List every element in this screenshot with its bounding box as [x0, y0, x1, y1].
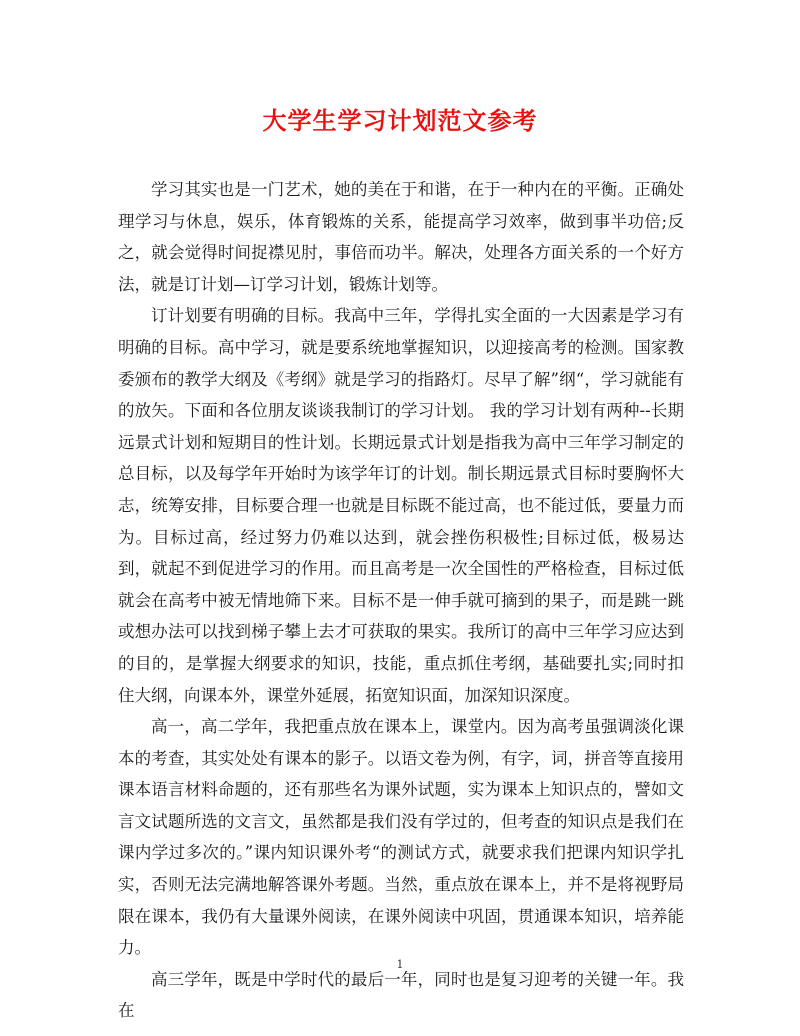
paragraph-1: 学习其实也是一门艺术，她的美在于和谐，在于一种内在的平衡。正确处理学习与休息，娱乐，体育锻炼的关系，能提高学习效率，做到事半功倍;反之，就会觉得时间捉襟见肘，事倍而功半。解决，处理各方面关系的一个好方法，就是订计划—订学习计划，锻炼计划等。	[118, 180, 684, 294]
page-number: 1	[396, 958, 404, 971]
document-title: 大学生学习计划范文参考	[262, 106, 538, 135]
paragraph-3: 高一，高二学年，我把重点放在课本上，课堂内。因为高考虽强调淡化课本的考查，其实处处有课本的影子。以语文卷为例，有字，词，拼音等直接用课本语言材料命题的，还有那些名为课外试题，实为课本上知识点的，譬如文言文试题所选的文言文，虽然都是我们没有学过的，但考查的知识点是我们在课内学过多次的。”课内知识课外考“的测试方式，就要求我们把课内知识学扎实，否则无法完满地解答课外考题。当然，重点放在课本上，并不是将视野局限在课本，我仍有大量课外阅读，在课外阅读中巩固，贯通课本知识，培养能力。	[118, 717, 684, 958]
paragraph-2: 订计划要有明确的目标。我高中三年，学得扎实全面的一大因素是学习有明确的目标。高中学习，就是要系统地掌握知识，以迎接高考的检测。国家教委颁布的教学大纲及《考纲》就是学习的指路灯。尽早了解”纲“，学习就能有的放矢。下面和各位朋友谈谈我制订的学习计划。 我的学习计划有两种--长期远景式计划和短期目的性计划。长期远景式计划是指我为高中三年学习制定的总目标，以及每学年开始时为该学年订的计划。制长期远景式目标时要胸怀大志，统筹安排，目标要合理一也就是目标既不能过高，也不能过低，要量力而为。目标过高，经过努力仍难以达到，就会挫伤积极性;目标过低，极易达到，就起不到促进学习的作用。而且高考是一次全国性的严格检查，目标过低就会在高考中被无情地筛下来。目标不是一伸手就可摘到的果子，而是跳一跳或想办法可以找到梯子攀上去才可获取的果实。我所订的高中三年学习应达到的目的，是掌握大纲要求的知识，技能，重点抓住考纲，基础要扎实;同时扣住大纲，向课本外，课堂外延展，拓宽知识面，加深知识深度。	[118, 306, 684, 705]
document-body	[118, 174, 684, 1027]
paragraph-4: 高三学年，既是中学时代的最后一年，同时也是复习迎考的关键一年。我在	[118, 969, 684, 1021]
